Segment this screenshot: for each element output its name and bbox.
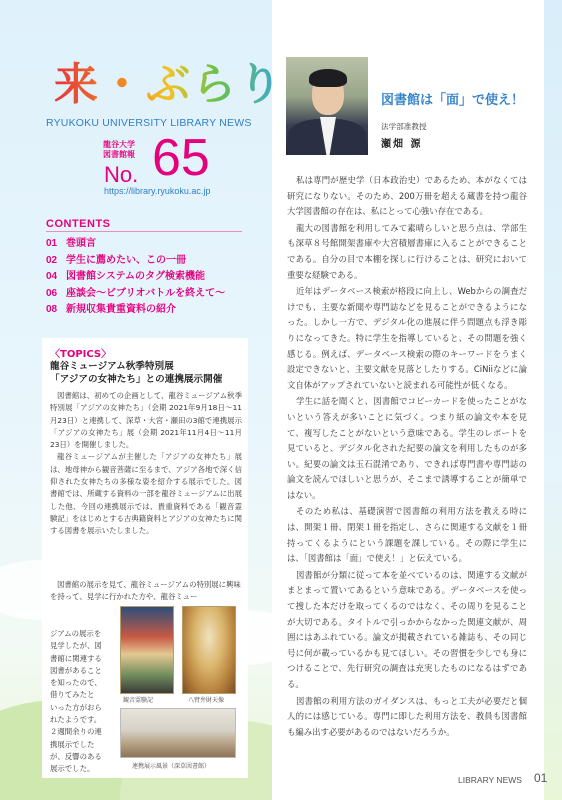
article-paragraph: 近年はデータベース検索が格段に向上し、Webからの調査だけでも、主要な新聞や専門誌などを見ることができるようになった。しかし一方で、デジタル化の進展に伴う問題点も浮き彫りになってきた。特に学生を指導していると、その問題を強く感じる。例えば、データベース検索の際のキーワードをうまく設定できないと、主要文献を見落としたりする。CiNiiなどに論文自体がアップされていないと読まれる可能性が低くなる。 [287,286,527,390]
article-title: 図書館は「面」で使え！ [381,93,525,108]
article-paragraph: 図書館が分類に従って本を並べているのは、関連する文献がまとまって置いてあるという意味である。データベースを使って捜した本だけを取ってくるのではなく、その周りを見ることが大切である。タイトルで引っかからなかった関連文献が、周囲にはあふれている。論文が掲載されている雑誌も、その同じ号に何が載っているかも見てほしい。その習慣を少しでも身につけることで、先行研究の調査は充実したものになるはずである。 [287,569,527,689]
library-label: 龍谷大学 図書館報 [103,140,135,159]
issue-prefix: No. [104,162,139,187]
footer-label: LIBRARY NEWS [458,775,522,785]
topics-body-narrow: ジアムの展示を 見学したが、図 書館に関連する 図書があること を知ったので、 借りてみたと いった方がおら れたようです。 ２週間余りの連 携展示でした が、反響のある 展示でした。 [50,629,102,774]
author-role: 法学部准教授 [381,122,427,131]
article-body [287,173,527,741]
topics-tag: 〈TOPICS〉 [50,349,112,360]
toc-item[interactable]: 02 学生に薦めたい、この一冊 [46,254,186,266]
image-caption: 連携展示風景（深草図書館） [132,763,211,770]
image-caption: 観音霊験記 [123,697,154,704]
contents-divider [46,231,242,232]
university-name: RYUKOKU UNIVERSITY LIBRARY NEWS [46,117,252,129]
author-name: 瀬畑 源 [381,139,423,150]
issue-number: 65 [152,129,210,187]
toc-item[interactable]: 04 図書館システムのタグ検索機能 [46,271,205,283]
toc-item[interactable]: 01 巻頭言 [46,238,96,249]
topics-box [42,338,248,778]
image-caption: 八臂弁財天像 [188,697,225,704]
toc-item[interactable]: 08 新規収集貴重資料の紹介 [46,304,176,316]
article-paragraph: そのため私は、基礎演習で図書館の利用方法を教える時には、開架１冊、閉架１冊を指定し、さらに関連する文献を１冊持ってくるようにという課題を課している。その際に学生には、「図書館は「面」で使え！」と伝えている。 [287,506,527,564]
topics-headline: 龍谷ミュージアム秋季特別展 「アジアの女神たち」との連携展示開催 [50,361,223,385]
page-number: 01 [534,771,548,785]
contents-list [46,236,266,319]
toc-item[interactable]: 06 座談会～ビブリオバトルを終えて～ [46,287,226,299]
author-photo [286,57,368,155]
exhibit-photo [120,708,236,758]
article-paragraph: 龍大の図書館を利用してみて素晴らしいと思う点は、学部生も深草８号館開架書庫や大宮積層書庫に入ることができることである。自分の目で本棚を探しに行けることは、研究において重要な経験である。 [287,222,527,280]
right-edge-strip [544,0,562,800]
article-paragraph: 図書館の利用方法のガイダンスは、もっと工夫が必要だと個人的には感じている。専門に即した利用方法を、教員も図書館も編み出す必要があるのではないだろうか。 [287,695,527,737]
benzaiten-image [182,606,236,694]
kannon-scroll-image [120,606,174,694]
article-paragraph: 学生に話を聞くと、図書館でコピーカードを使ったことがないという答えが多いことに気づく。つまり紙の論文や本を見て、複写したことがないという意味である。学生のレポートを見ていると、デジタル化された紀要の論文を利用したものが多い。紀要の論文は玉石混淆であり、できれば専門書や専門誌の論文を読んでほしいと思うが、そこまで誘導することが簡単ではない。 [287,396,527,500]
logo-text: 来・ぶらり [54,48,284,112]
masthead-logo [54,48,284,110]
library-url[interactable]: https://library.ryukoku.ac.jp [104,186,211,196]
topics-body-cont: 図書館の展示を見て、龍谷ミュージアムの特別展に興味を持って、見学に行かれた方や、龍谷ミュー [50,580,241,602]
topics-body: 図書館は、初めての企画として、龍谷ミュージアム秋季特別展「アジアの女神たち」（会期 2021年9月18日～11月23日）と連携して、深草・大宮・瀬田の3館で連携展示「アジアの女神たち」展（会期 2021年11月4日～11月23日）を開催しました。 龍谷ミュージアムが主催した「アジアの女神たち」展は、地母神から観音菩薩に至るまで、アジア各地で深く信仰された女神たちの多様な姿を紹介する展示でした。図書館では、所蔵する資料の一部を龍谷ミュージアムに出展した他、今回の連携展示では、貴重資料である「観音霊験記」をはじめとする古典籍資料とアジアの女神たちに関する図書を展示いたしました。 [50,391,242,536]
article-paragraph: 私は専門が歴史学（日本政治史）であるため、本がなくては研究になりない。そのため、200万冊を超える蔵書を持つ龍谷大学図書館の存在は、私にとって心強い存在である。 [287,175,527,217]
contents-title: CONTENTS [46,218,111,230]
